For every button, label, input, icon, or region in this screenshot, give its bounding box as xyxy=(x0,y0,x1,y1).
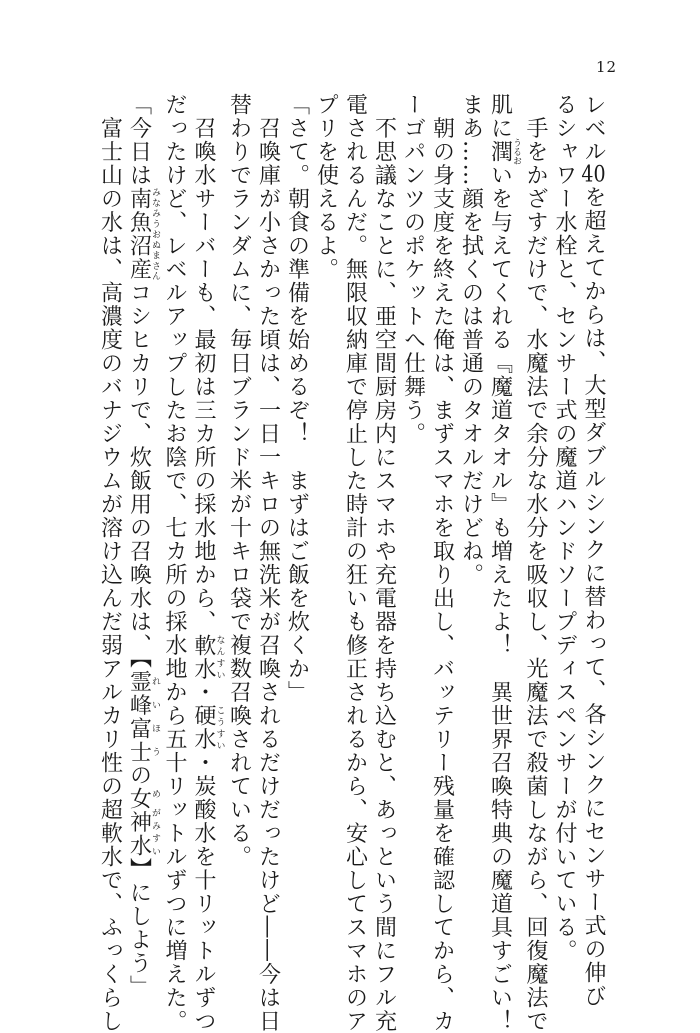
text-line: 朝の身支度を終えた俺は、まずスマホを取り出し、バッテリー残量を確認してから、カ xyxy=(429,93,455,1033)
text-line: だったけど、レベルアップしたお陰で、七カ所の採水地から五十リットルずつに増えた。 xyxy=(162,93,187,1033)
ruby-word: 潤うるお xyxy=(487,138,521,166)
number-tcy: 40 xyxy=(581,163,606,186)
ruby-word: 軟水なんすい xyxy=(191,633,225,681)
text-line: まあ……顔を拭くのは普通のタオルだけどね。 xyxy=(458,93,484,587)
body-text xyxy=(97,93,608,1033)
text-line: 召喚庫が小さかった頃は、一日一キロの無洗米が召喚されるだけだったけど――今は日 xyxy=(255,93,281,1033)
text-line: 手をかざすだけで、水魔法で余分な水分を吸収し、光魔法で殺菌しながら、回復魔法で xyxy=(523,93,548,1033)
text-line: プリを使えるよ。 xyxy=(313,93,339,281)
text-line: 替わりでランダムに、毎日ブランド米が十キロ袋で複数召喚されている。 xyxy=(226,93,252,869)
text-line: 「今日は南魚沼産みなみうおぬまさんコシヒカリで、炊飯用の召喚水は、【霊峰富士れいほうの女神水め がみすい】にしよう」 xyxy=(126,93,160,999)
ruby-word: 霊峰富士れいほう xyxy=(126,669,160,764)
ruby-word: 南魚沼産みなみうおぬまさん xyxy=(126,187,160,281)
text-line: 召喚水サーバーも、最初は三カ所の採水地から、軟水なんすい・硬水こうすい・炭酸水を十リットルずつ xyxy=(191,93,225,1033)
text-line: レベル40を超えてからは、大型ダブルシンクに替わって、各シンクにセンサー式の伸び xyxy=(581,93,606,1008)
ruby-word: 女神水め がみすい xyxy=(126,787,160,858)
text-line: 電されるんだ。無限収納庫で停止した時計の狂いも修正されるから、安心してスマホのア xyxy=(342,93,368,1033)
text-line: 肌に潤うるおいを与えてくれる『魔道タオル』も増えたよ！ 異世界召喚特典の魔道具すごい！ xyxy=(487,93,521,1033)
ruby-word: 硬水こうすい xyxy=(191,704,225,751)
text-line: 「さて。朝食の準備を始めるぞ！ まずはご飯を炊くか」 xyxy=(284,93,310,704)
text-line: るシャワー水栓と、センサー式の魔道ハンドソープディスペンサーが付いている。 xyxy=(552,93,577,963)
text-line: 不思議なことに、亜空間厨房内にスマホや充電器を持ち込むと、あっという間にフル充 xyxy=(371,93,397,1033)
page-number: 12 xyxy=(596,58,618,76)
text-line: 富士山の水は、高濃度のバナジウムが溶け込んだ弱アルカリ性の超軟水で、ふっくらし xyxy=(97,93,123,1033)
text-line: ーゴパンツのポケットへ仕舞う。 xyxy=(400,93,426,446)
